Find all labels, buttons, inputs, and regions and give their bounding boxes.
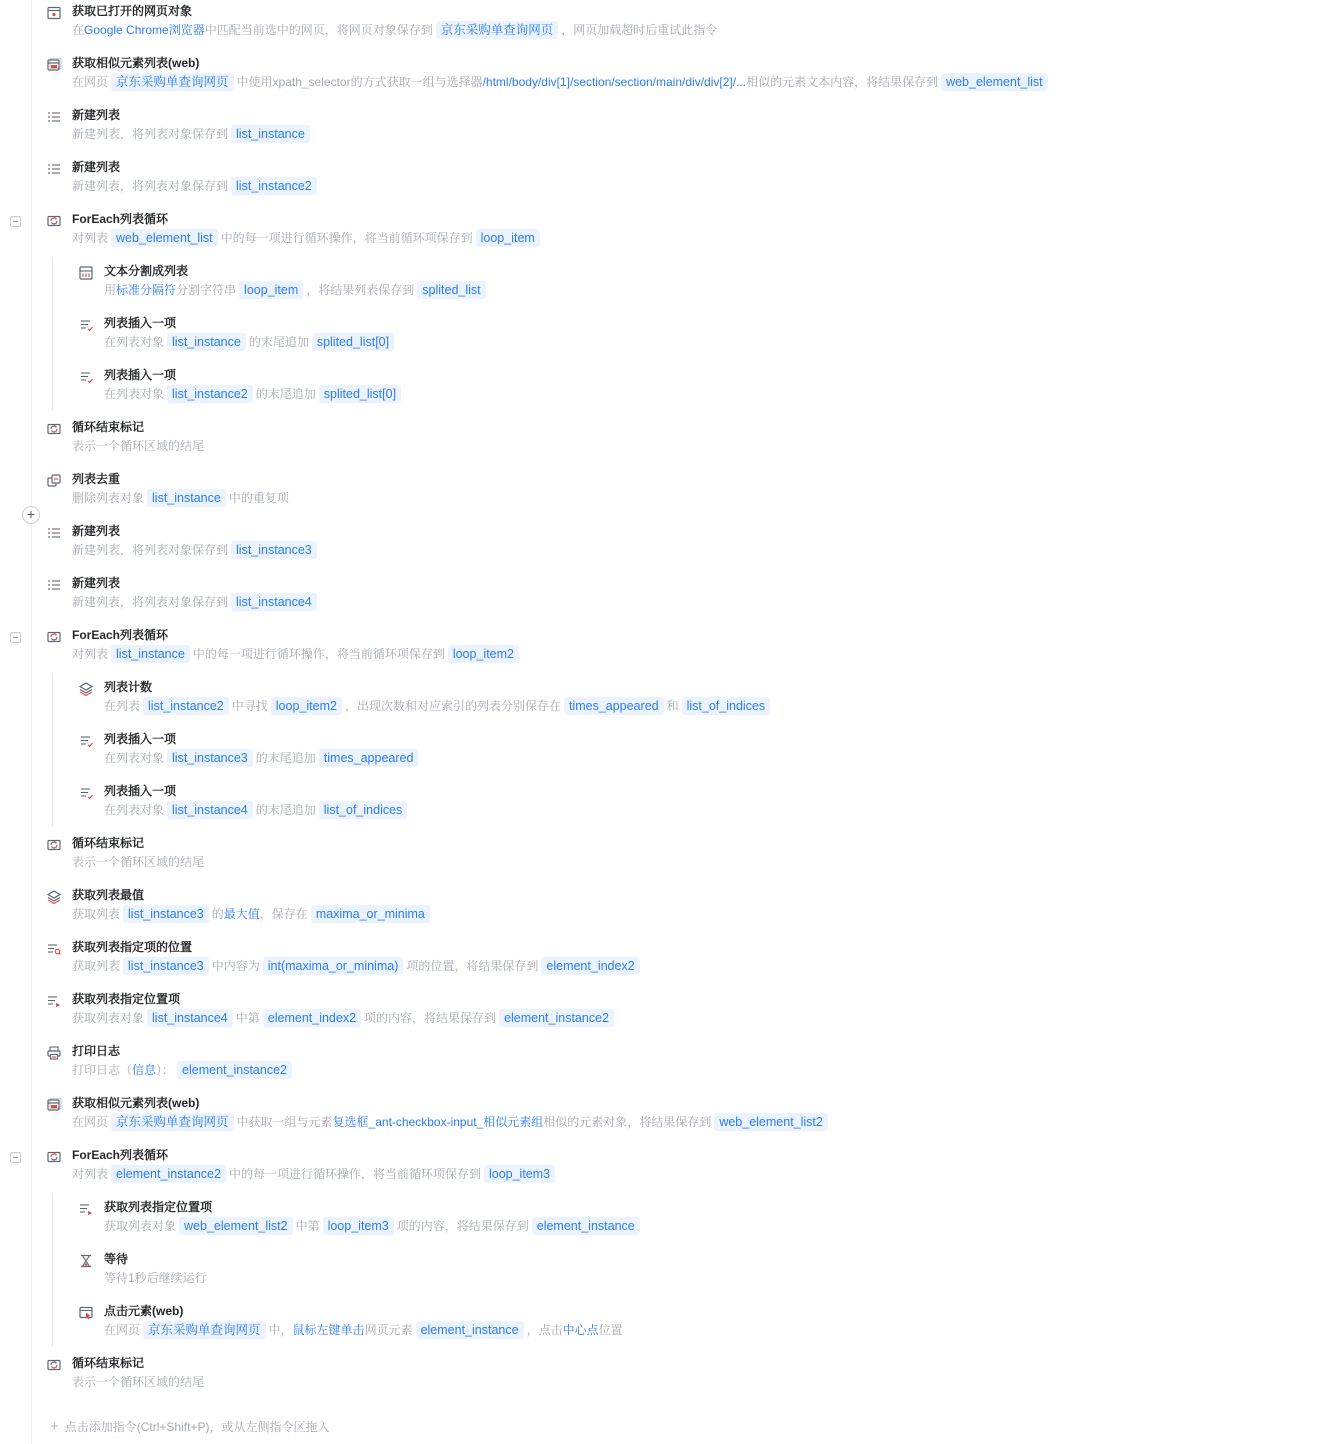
desc-text: 项的内容，将结果保存到 [396,1219,529,1233]
variable-chip[interactable]: element_instance2 [499,1009,614,1027]
step-description [72,1009,617,1027]
flow-step[interactable] [0,0,1330,52]
desc-text: 的末尾追加 [255,387,316,401]
desc-text: ，点击 [526,1323,563,1337]
step-description [72,541,320,559]
desc-text: 网页元素 [364,1323,413,1337]
variable-chip[interactable]: web_element_list [941,73,1048,91]
add-instruction-hint-text: 点击添加指令(Ctrl+Shift+P)，或从左侧指令区拖入 [64,1420,330,1434]
variable-chip[interactable]: loop_item [239,281,303,299]
layers-icon [46,889,62,905]
flow-step[interactable] [0,312,1330,364]
hourglass-icon [78,1253,94,1269]
desc-text: 中匹配当前选中的网页，将网页对象保存到 [204,23,433,37]
add-instruction-hint[interactable] [50,1418,329,1435]
variable-chip[interactable]: list_instance4 [231,593,317,611]
step-description [104,385,404,403]
variable-chip[interactable]: loop_item [476,229,540,247]
variable-chip[interactable]: list_instance2 [231,177,317,195]
step-title: 文本分割成列表 [104,264,189,278]
desc-text: 获取列表 [72,907,121,921]
loop-icon [46,1149,62,1165]
desc-text: 获取列表对象 [104,1219,177,1233]
list-insert-icon [78,317,94,333]
desc-text: 获取列表对象 [72,1011,145,1025]
desc-text: 在列表对象 [104,751,165,765]
param-link[interactable]: /html/body/div[1]/section/section/main/div/div[2]/... [482,75,747,89]
step-description [72,73,1051,91]
desc-text: 中内容为 [211,959,260,973]
flow-step[interactable] [0,364,1330,416]
variable-chip[interactable]: list_instance [147,489,226,507]
variable-chip[interactable]: loop_item3 [484,1165,555,1183]
step-description [104,801,410,819]
step-description [72,1061,295,1079]
dedupe-icon [46,473,62,489]
flow-step[interactable] [0,1352,1330,1404]
param-link[interactable]: 复选框_ant-checkbox-input_相似元素组 [332,1115,544,1129]
variable-chip[interactable]: times_appeared [564,697,664,715]
desc-text: 中寻找 [231,699,268,713]
param-link[interactable]: 中心点 [562,1323,599,1337]
desc-text: 分割字符串 [176,283,237,297]
variable-chip[interactable]: loop_item2 [271,697,342,715]
step-title: ForEach列表循环 [72,212,169,226]
flow-step[interactable] [0,572,1330,624]
plus-icon: + [50,1418,59,1435]
step-description [104,697,773,715]
step-description [72,645,522,663]
step-description [104,1217,643,1235]
param-link[interactable]: 信息 [132,1063,157,1077]
desc-text: 在列表对象 [104,803,165,817]
step-title: 循环结束标记 [72,420,145,434]
step-description [72,593,320,611]
flow-step[interactable] [0,1248,1330,1300]
desc-text: ，将结果列表保存到 [306,283,415,297]
step-description [104,1269,207,1287]
desc-text: 项的位置，将结果保存到 [406,959,539,973]
step-description [72,905,433,923]
step-title: 列表去重 [72,472,121,486]
step-description [72,957,643,975]
flow-step[interactable] [0,884,1330,936]
desc-text: 在列表 [104,699,141,713]
flow-step[interactable] [0,936,1330,988]
step-description [72,1373,204,1391]
flow-step[interactable] [0,676,1330,728]
variable-chip[interactable]: list_of_indices [682,697,771,715]
desc-text: 在网页 [72,75,109,89]
desc-text: 的 [211,907,224,921]
desc-text: 新建列表，将列表对象保存到 [72,127,229,141]
desc-text: 项的内容，将结果保存到 [364,1011,497,1025]
flow-step[interactable] [0,728,1330,780]
desc-text: 中第 [295,1219,320,1233]
variable-chip[interactable]: list_instance2 [167,385,253,403]
flow-step[interactable] [0,468,1330,520]
step-title: 列表插入一项 [104,732,177,746]
loop-end-icon [46,421,62,437]
step-title: 列表插入一项 [104,368,177,382]
desc-text: 中使用xpath_selector的方式获取一组与选择器 [236,75,483,89]
collapse-toggle-icon[interactable] [10,1152,21,1163]
list-insert-icon [78,369,94,385]
step-description [72,177,320,195]
collapse-toggle-icon[interactable] [10,216,21,227]
flow-step[interactable] [0,52,1330,104]
variable-chip[interactable]: list_instance3 [123,957,209,975]
desc-text: 在 [72,23,85,37]
desc-text: 中的重复项 [228,491,289,505]
step-description [104,281,489,299]
insert-step-button[interactable]: + [22,506,40,524]
desc-text: 中的每一项进行循环操作，将当前循环项保存到 [228,1167,481,1181]
list-icon [46,525,62,541]
variable-chip[interactable]: list_instance [231,125,310,143]
desc-text: 中第 [235,1011,260,1025]
desc-text: 在列表对象 [104,387,165,401]
flow-step[interactable] [0,1144,1330,1196]
desc-text: 中的每一项进行循环操作，将当前循环项保存到 [192,647,445,661]
list-icon [46,109,62,125]
step-description [72,437,204,455]
desc-text: 和 [666,699,679,713]
variable-chip[interactable]: web_element_list2 [179,1217,293,1235]
desc-text: 在网页 [72,1115,109,1129]
desc-text: ，出现次数和对应索引的列表分别保存在 [344,699,561,713]
step-description [104,333,397,351]
step-description [72,489,289,507]
desc-text: 表示一个循环区域的结尾 [72,1375,205,1389]
flow-step[interactable] [0,208,1330,260]
step-description [72,229,543,247]
variable-chip[interactable]: splited_list[0] [319,385,401,403]
desc-text: 表示一个循环区域的结尾 [72,855,205,869]
desc-text: 相似的元素文本内容，将结果保存到 [746,75,939,89]
desc-text: 中获取一组与元素 [236,1115,333,1129]
split-text-icon [78,265,94,281]
flow-step[interactable] [0,260,1330,312]
param-link[interactable]: Google Chrome浏览器 [84,23,205,37]
step-description [72,1165,558,1183]
step-description [72,21,717,39]
desc-text: ）： [156,1063,175,1077]
step-title: 新建列表 [72,524,121,538]
param-link[interactable]: 标准分隔符 [116,283,177,297]
desc-text: 相似的元素对象，将结果保存到 [543,1115,712,1129]
step-title: 点击元素(web) [104,1304,184,1318]
step-title: 列表计数 [104,680,153,694]
variable-chip[interactable]: splited_list[0] [312,333,394,351]
desc-text: 新建列表，将列表对象保存到 [72,595,229,609]
loop-end-icon [46,1357,62,1373]
desc-text: ，网页加载超时后重试此指令 [561,23,718,37]
desc-text: 等待1秒后继续运行 [104,1271,207,1285]
variable-chip[interactable]: element_index2 [263,1009,361,1027]
flow-step[interactable] [0,104,1330,156]
desc-text: 新建列表，将列表对象保存到 [72,179,229,193]
flow-step[interactable] [0,416,1330,468]
list-insert-icon [78,785,94,801]
desc-text: 用 [104,283,117,297]
layers-icon [78,681,94,697]
web-elements-icon [46,57,62,73]
variable-chip[interactable]: 京东采购单查询网页 [111,73,234,91]
flow-step[interactable] [0,1196,1330,1248]
list-get-icon [46,993,62,1009]
desc-text: 中的每一项进行循环操作，将当前循环项保存到 [220,231,473,245]
desc-text: 获取列表 [72,959,121,973]
desc-text: 对列表 [72,231,109,245]
flow-step[interactable] [0,156,1330,208]
desc-text: 的末尾追加 [255,803,316,817]
step-title: 新建列表 [72,160,121,174]
step-title: 获取已打开的网页对象 [72,4,193,18]
step-title: 等待 [104,1252,129,1266]
variable-chip[interactable]: element_instance2 [177,1061,292,1079]
step-title: 列表插入一项 [104,316,177,330]
desc-text: 中， [268,1323,293,1337]
step-title: 获取相似元素列表(web) [72,56,200,70]
desc-text: 删除列表对象 [72,491,145,505]
variable-chip[interactable]: list_instance4 [167,801,253,819]
flow-step[interactable] [0,1040,1330,1092]
browser-icon [46,5,62,21]
step-description [72,125,313,143]
param-link[interactable]: 最大值 [223,907,260,921]
desc-text: 的末尾追加 [255,751,316,765]
step-title: 新建列表 [72,108,121,122]
variable-chip[interactable]: int(maxima_or_minima) [263,957,404,975]
step-description [104,1321,623,1339]
flow-step[interactable] [0,624,1330,676]
step-title: 新建列表 [72,576,121,590]
loop-icon [46,629,62,645]
variable-chip[interactable]: list_instance [111,645,190,663]
print-icon [46,1045,62,1061]
list-icon [46,161,62,177]
desc-text: 表示一个循环区域的结尾 [72,439,205,453]
step-description [72,1113,831,1131]
variable-chip[interactable]: loop_item3 [323,1217,394,1235]
variable-chip[interactable]: element_instance2 [111,1165,226,1183]
desc-text: 对列表 [72,1167,109,1181]
step-description [104,749,421,767]
flow-step[interactable] [0,1092,1330,1144]
click-element-icon [78,1305,94,1321]
step-title: 获取列表指定位置项 [72,992,181,1006]
variable-chip[interactable]: list_of_indices [319,801,408,819]
loop-icon [46,213,62,229]
desc-text: 新建列表，将列表对象保存到 [72,543,229,557]
variable-chip[interactable]: splited_list [417,281,485,299]
desc-text: ，保存在 [259,907,308,921]
variable-chip[interactable]: web_element_list [111,229,218,247]
step-title: 列表插入一项 [104,784,177,798]
flow-step[interactable] [0,520,1330,572]
variable-chip[interactable]: element_instance [416,1321,524,1339]
loop-end-icon [46,837,62,853]
variable-chip[interactable]: 京东采购单查询网页 [436,21,559,39]
variable-chip[interactable]: 京东采购单查询网页 [143,1321,266,1339]
step-title: 打印日志 [72,1044,121,1058]
step-title: ForEach列表循环 [72,1148,169,1162]
flow-step[interactable] [0,988,1330,1040]
step-title: 循环结束标记 [72,836,145,850]
variable-chip[interactable]: list_instance [167,333,246,351]
desc-text: 在列表对象 [104,335,165,349]
param-link[interactable]: 鼠标左键单击 [292,1323,365,1337]
flow-step[interactable] [0,780,1330,832]
variable-chip[interactable]: loop_item2 [448,645,519,663]
desc-text: 在网页 [104,1323,141,1337]
desc-text: 位置 [598,1323,623,1337]
variable-chip[interactable]: list_instance3 [231,541,317,559]
variable-chip[interactable]: list_instance3 [123,905,209,923]
step-title: 循环结束标记 [72,1356,145,1370]
web-elements-icon [46,1097,62,1113]
variable-chip[interactable]: list_instance2 [143,697,229,715]
flow-step[interactable] [0,1300,1330,1352]
variable-chip[interactable]: element_instance [532,1217,640,1235]
variable-chip[interactable]: 京东采购单查询网页 [111,1113,234,1131]
list-search-icon [46,941,62,957]
step-description [72,853,204,871]
variable-chip[interactable]: times_appeared [319,749,419,767]
desc-text: 打印日志（ [72,1063,133,1077]
flow-step[interactable] [0,832,1330,884]
list-insert-icon [78,733,94,749]
desc-text: 的末尾追加 [248,335,309,349]
step-title: 获取列表最值 [72,888,145,902]
step-title: ForEach列表循环 [72,628,169,642]
step-title: 获取相似元素列表(web) [72,1096,200,1110]
variable-chip[interactable]: list_instance3 [167,749,253,767]
step-title: 获取列表指定项的位置 [72,940,193,954]
list-icon [46,577,62,593]
variable-chip[interactable]: list_instance4 [147,1009,233,1027]
collapse-toggle-icon[interactable] [10,632,21,643]
list-get-icon [78,1201,94,1217]
desc-text: 对列表 [72,647,109,661]
variable-chip[interactable]: maxima_or_minima [311,905,430,923]
step-title: 获取列表指定位置项 [104,1200,213,1214]
variable-chip[interactable]: element_index2 [541,957,639,975]
variable-chip[interactable]: web_element_list2 [714,1113,828,1131]
